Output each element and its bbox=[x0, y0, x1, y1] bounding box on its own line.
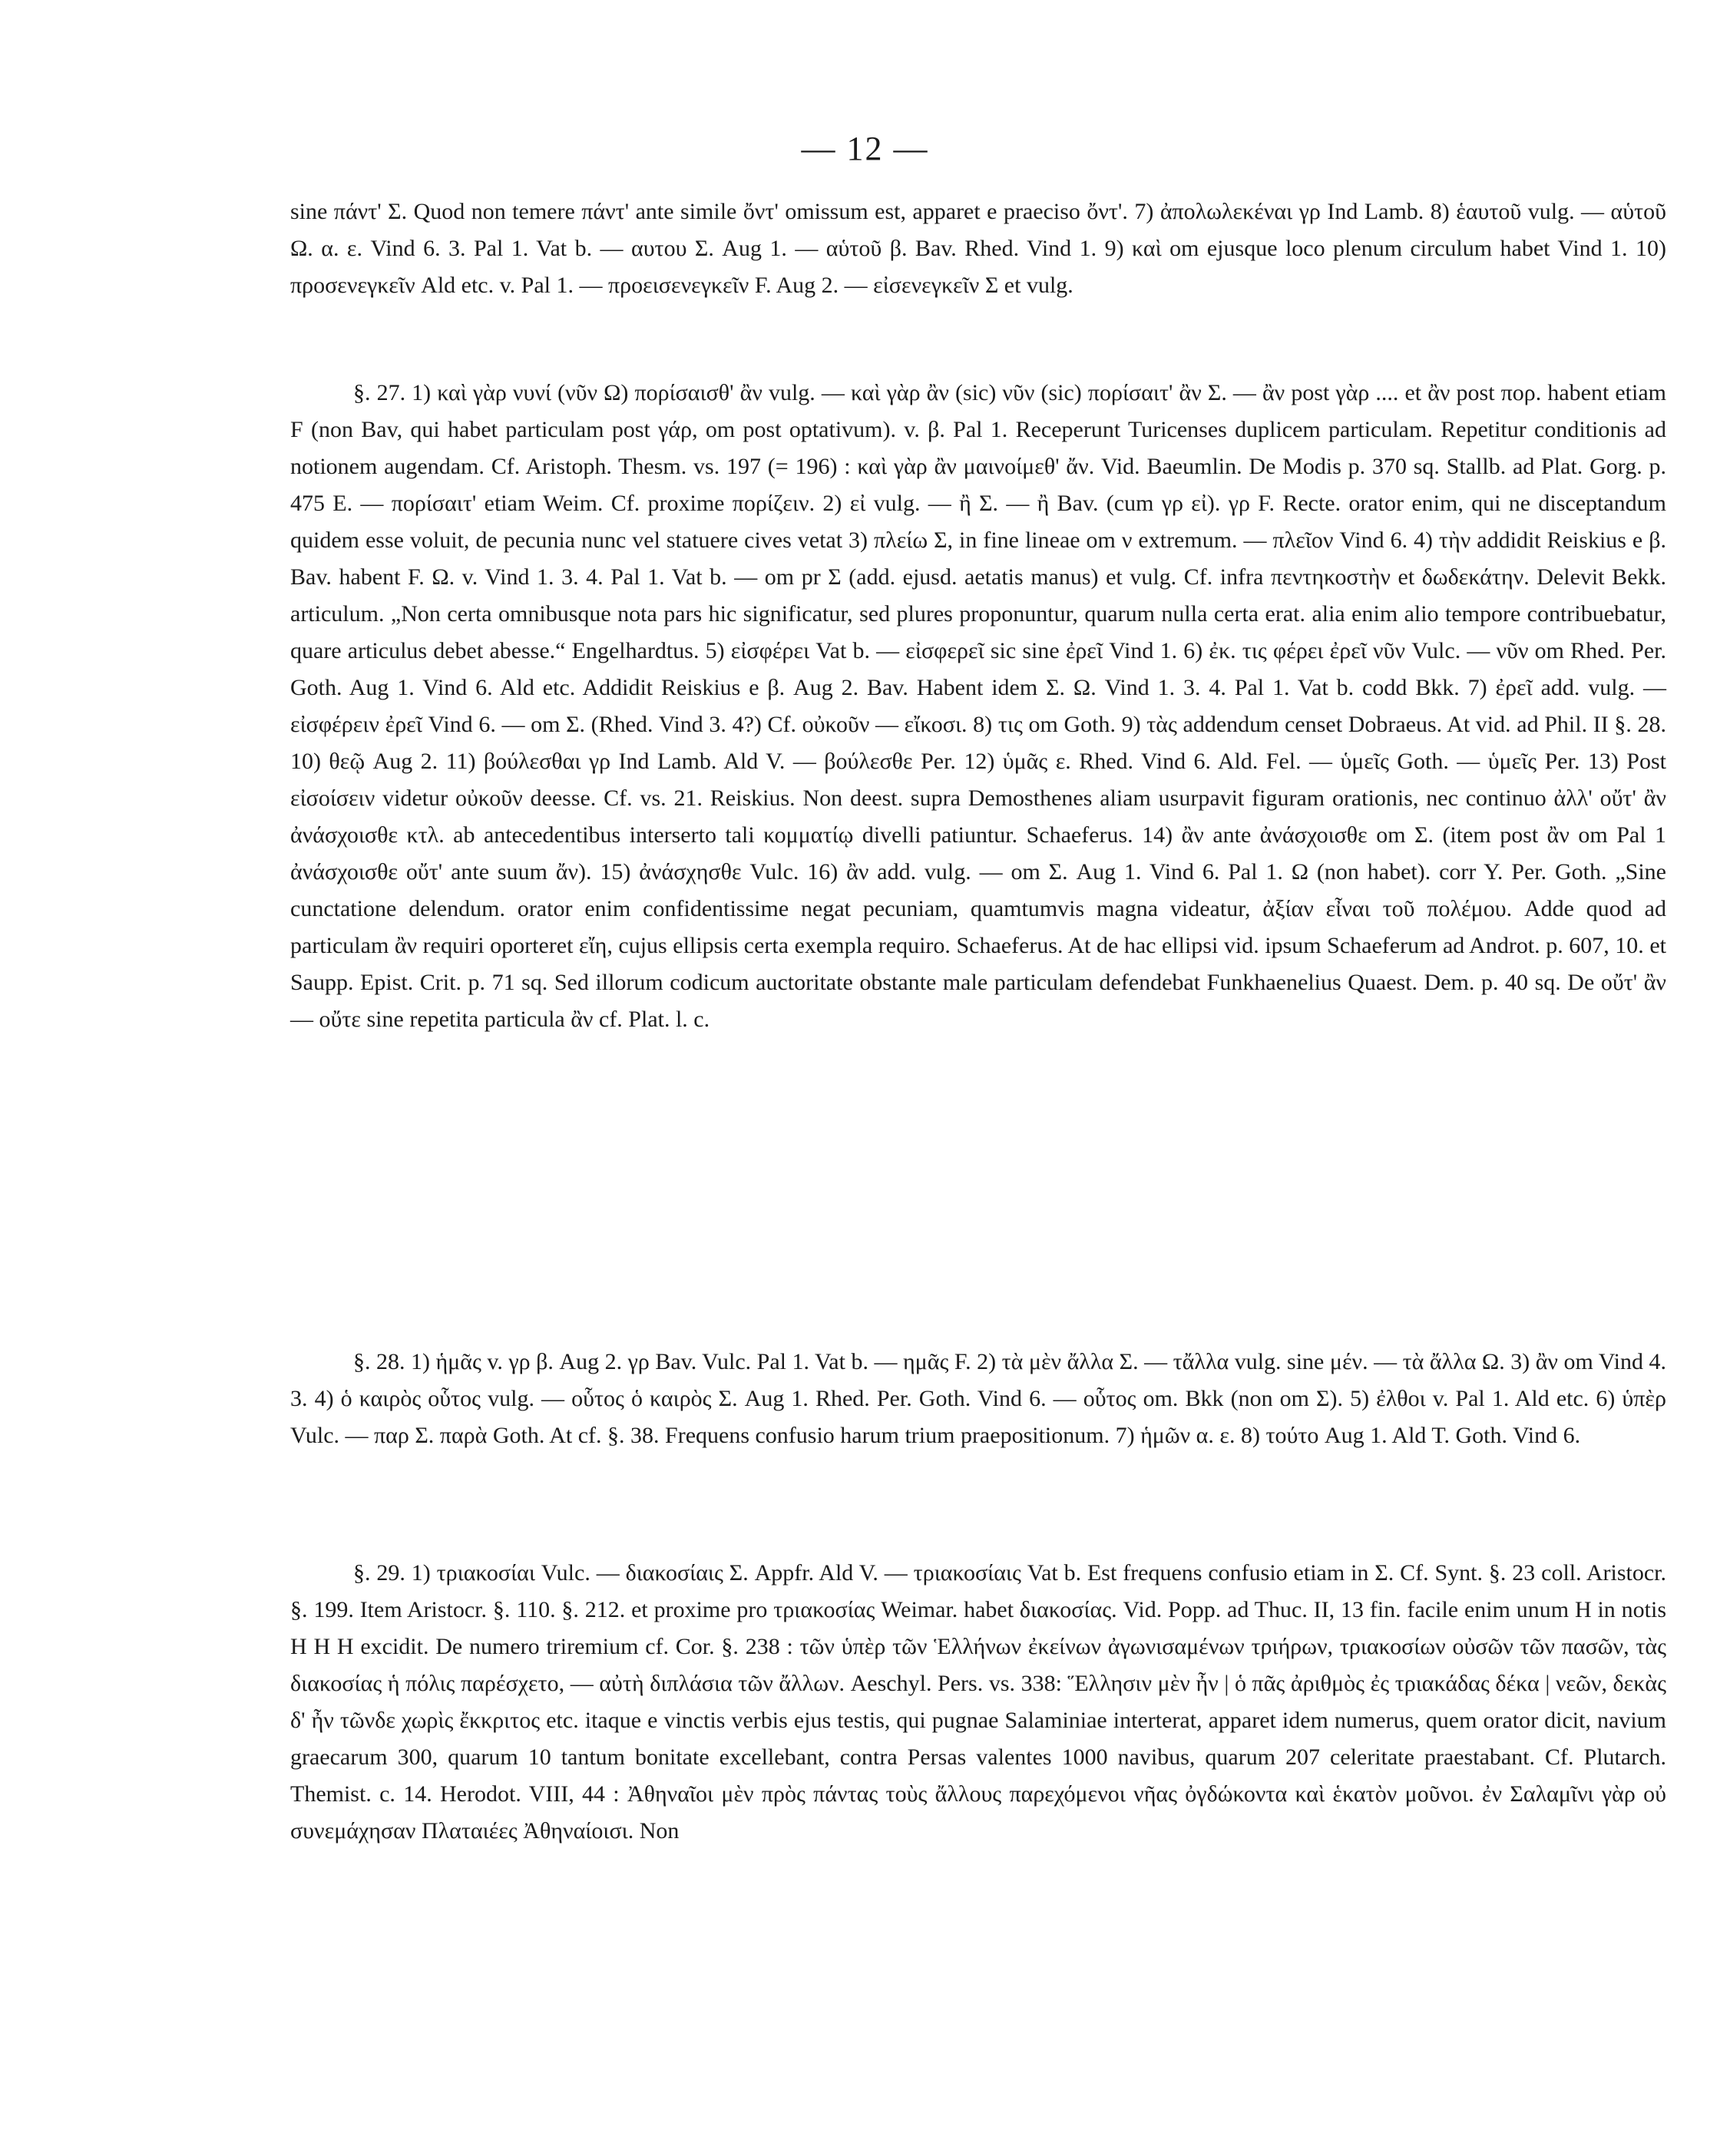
section-29 bbox=[290, 1555, 1666, 1850]
section-28-paragraph: §. 28. 1) ἡμᾶς v. γρ β. Aug 2. γρ Bav. Vulc. Pal 1. Vat b. — ημᾶς F. 2) τὰ μὲν ἄλλα Σ. — τἄλλα vulg. sine μέν. — τὰ ἄλλα Ω. 3) ἂν om Vind 4. 3. 4) ὁ καιρὸς οὗτος vulg. — οὗτος ὁ καιρὸς Σ. Aug 1. Rhed. Per. Goth. Vind 6. — οὗτος om. Bkk (non om Σ). 5) ἐλθοι v. Pal 1. Ald etc. 6) ὑπὲρ Vulc. — παρ Σ. παρὰ Goth. At cf. §. 38. Frequens confusio harum trium praepositionum. 7) ἡμῶν α. ε. 8) τούτο Aug 1. Ald T. Goth. Vind 6. bbox=[290, 1349, 1666, 1448]
section-27-paragraph: §. 27. 1) καὶ γὰρ νυνί (νῦν Ω) πορίσαισθ' ἂν vulg. — καὶ γὰρ ἂν (sic) νῦν (sic) πορίσαιτ' ἂν Σ. — ἂν post γὰρ .... et ἂν post πορ. habent etiam F (non Bav, qui habet particulam post γάρ, om post optativum). v. β. Pal 1. Receperunt Turicenses duplicem particulam. Repetitur conditionis ad notionem augendam. Cf. Aristoph. Thesm. vs. 197 (= 196) : καὶ γὰρ ἂν μαινοίμεθ' ἄν. Vid. Baeumlin. De Modis p. 370 sq. Stallb. ad Plat. Gorg. p. 475 E. — πορίσαιτ' etiam Weim. Cf. proxime πορίζειν. 2) εἰ vulg. — ἢ Σ. — ἢ Bav. (cum γρ εἰ). γρ F. Recte. orator enim, qui ne disceptandum quidem esse voluit, de pecunia nunc vel statuere cives vetat 3) πλείω Σ, in fine lineae om ν extremum. — πλεῖον Vind 6. 4) τὴν addidit Reiskius e β. Bav. habent F. Ω. v. Vind 1. 3. 4. Pal 1. Vat b. — om pr Σ (add. ejusd. aetatis manus) et vulg. Cf. infra πεντηκοστὴν et δωδεκάτην. Delevit Bekk. articulum. „Non certa omnibusque nota pars hic significatur, sed plures proponuntur, quarum nulla certa erat. alia enim alio tempore contribuebatur, quare articulus debet abesse.“ Engelhardtus. 5) εἰσφέρει Vat b. — εἰσφερεῖ sic sine ἐρεῖ Vind 1. 6) ἐκ. τις φέρει ἐρεῖ νῦν Vulc. — νῦν om Rhed. Per. Goth. Aug 1. Vind 6. Ald etc. Addidit Reiskius e β. Aug 2. Bav. Habent idem Σ. Ω. Vind 1. 3. 4. Pal 1. Vat b. codd Bkk. 7) ἐρεῖ add. vulg. — εἰσφέρειν ἐρεῖ Vind 6. — om Σ. (Rhed. Vind 3. 4?) Cf. οὐκοῦν — εἴκοσι. 8) τις om Goth. 9) τὰς addendum censet Dobraeus. At vid. ad Phil. II §. 28. 10) θεῷ Aug 2. 11) βούλεσθαι γρ Ind Lamb. Ald V. — βούλεσθε Per. 12) ὑμᾶς ε. Rhed. Vind 6. Ald. Fel. — ὑμεῖς Goth. — ὑμεῖς Per. 13) Post εἰσοίσειν videtur οὐκοῦν deesse. Cf. vs. 21. Reiskius. Non deest. supra Demosthenes aliam usurpavit figuram orationis, nec continuo ἀλλ' οὔτ' ἂν ἀνάσχοισθε κτλ. ab antecedentibus interserto tali κομματίῳ divelli patiuntur. Schaeferus. 14) ἂν ante ἀνάσχοισθε om Σ. (item post ἂν om Pal 1 ἀνάσχοισθε οὔτ' ante suum ἄν). 15) ἀνάσχησθε Vulc. 16) ἂν add. vulg. — om Σ. Aug 1. Vind 6. Pal 1. Ω (non habet). corr Y. Per. Goth. „Sine cunctatione delendum. orator enim confidentissime negat pecuniam, quamtumvis magna videatur, ἀξίαν εἶναι τοῦ πολέμου. Adde quod ad particulam ἂν requiri oporteret εἴη, cujus ellipsis certa exempla requiro. Schaeferus. At de hac ellipsi vid. ipsum Schaeferum ad Androt. p. 607, 10. et Saupp. Epist. Crit. p. 71 sq. Sed illorum codicum auctoritate obstante male particulam defendebat Funkhaenelius Quaest. Dem. p. 40 sq. De οὔτ' ἂν — οὔτε sine repetita particula ἂν cf. Plat. l. c. bbox=[290, 380, 1666, 1032]
page-number: — 12 — bbox=[801, 130, 929, 167]
notes-paragraph: sine πάντ' Σ. Quod non temere πάντ' ante simile ὄντ' omissum est, apparet e praeciso ὄντ'. 7) ἀπολωλεκέναι γρ Ind Lamb. 8) ἑαυτοῦ vulg. — αὑτοῦ Ω. α. ε. Vind 6. 3. Pal 1. Vat b. — αυτου Σ. Aug 1. — αὑτοῦ β. Bav. Rhed. Vind 1. 9) καὶ om ejusque loco plenum circulum habet Vind 1. 10) προσενεγκεῖν Ald etc. v. Pal 1. — προεισενεγκεῖν F. Aug 2. — εἰσενεγκεῖν Σ et vulg. bbox=[290, 199, 1666, 298]
section-29-paragraph: §. 29. 1) τριακοσίαι Vulc. — διακοσίαις Σ. Appfr. Ald V. — τριακοσίαις Vat b. Est frequens confusio etiam in Σ. Cf. Synt. §. 23 coll. Aristocr. §. 199. Item Aristocr. §. 110. §. 212. et proxime pro τριακοσίας Weimar. habet διακοσίας. Vid. Popp. ad Thuc. II, 13 fin. facile enim unum H in notis H H H excidit. De numero triremium cf. Cor. §. 238 : τῶν ὑπὲρ τῶν Ἑλλήνων ἐκείνων ἀγωνισαμένων τριήρων, τριακοσίων οὐσῶν τῶν πασῶν, τὰς διακοσίας ἡ πόλις παρέσχετο, — αὐτὴ διπλάσια τῶν ἄλλων. Aeschyl. Pers. vs. 338: Ἕλλησιν μὲν ἦν | ὁ πᾶς ἀριθμὸς ἐς τριακάδας δέκα | νεῶν, δεκὰς δ' ἦν τῶνδε χωρὶς ἔκκριτος etc. itaque e vinctis verbis ejus testis, qui pugnae Salaminiae interterat, apparet idem numerus, quem orator dicit, navium graecarum 300, quarum 10 tantum bonitate excellebant, contra Persas valentes 1000 navibus, quarum 207 celeritate praestabant. Cf. Plutarch. Themist. c. 14. Herodot. VIII, 44 : Ἀθηναῖοι μὲν πρὸς πάντας τοὺς ἄλλους παρεχόμενοι νῆας ὀγδώκοντα καὶ ἑκατὸν μοῦνοι. ἐν Σαλαμῖνι γὰρ οὐ συνεμάχησαν Πλαταιέες Ἀθηναίοισι. Non bbox=[290, 1560, 1666, 1844]
notes-continued bbox=[290, 193, 1666, 304]
section-27 bbox=[290, 375, 1666, 1038]
section-28 bbox=[290, 1344, 1666, 1454]
